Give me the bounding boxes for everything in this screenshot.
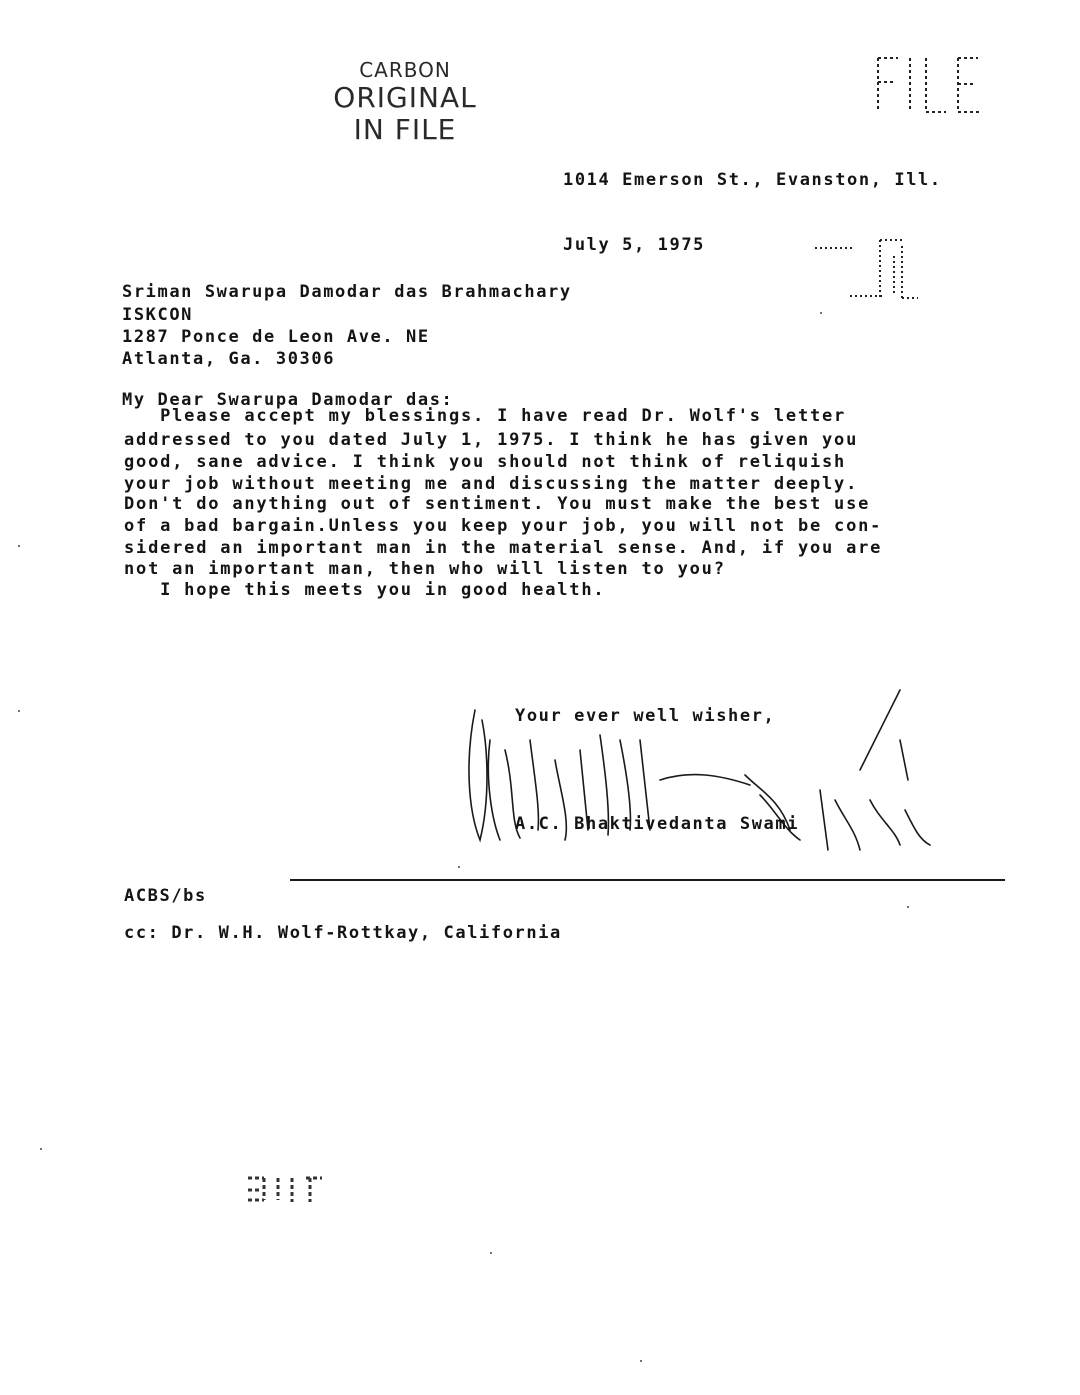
- file-stamp-top-right: [868, 50, 988, 120]
- sender-address: 1014 Emerson St., Evanston, Ill.: [563, 170, 942, 190]
- recipient-street: 1287 Ponce de Leon Ave. NE: [122, 327, 430, 347]
- scan-speck: [640, 1360, 642, 1362]
- letter-date: July 5, 1975: [563, 235, 706, 255]
- carbon-original-stamp: [330, 58, 480, 146]
- body-line: of a bad bargain.Unless you keep your job, you will not be con-: [124, 516, 883, 536]
- stamp-carbon: CARBON: [359, 58, 451, 82]
- body-line: addressed to you dated July 1, 1975. I think he has given you: [124, 430, 859, 450]
- body-line: sidered an important man in the material sense. And, if you are: [124, 538, 883, 558]
- scan-speck: [18, 710, 20, 712]
- recipient-name: Sriman Swarupa Damodar das Brahmachary: [122, 282, 572, 302]
- file-stamp-date: [810, 236, 925, 306]
- scan-speck: [458, 866, 460, 868]
- recipient-city: Atlanta, Ga. 30306: [122, 349, 336, 369]
- file-stamp-bottom: [240, 1170, 335, 1210]
- scan-speck: [18, 545, 20, 547]
- body-line: I hope this meets you in good health.: [124, 580, 606, 600]
- body-line: not an important man, then who will listen to you?: [124, 559, 726, 579]
- stamp-original: ORIGINAL: [333, 81, 477, 114]
- scan-speck: [907, 906, 909, 908]
- typist-initials: ACBS/bs: [124, 886, 207, 906]
- body-line: Don't do anything out of sentiment. You must make the best use: [124, 494, 871, 514]
- stamp-in-file: IN FILE: [353, 113, 457, 146]
- signatory-name: A.C. Bhaktivedanta Swami: [515, 814, 800, 834]
- closing: Your ever well wisher,: [515, 706, 776, 726]
- body-line: good, sane advice. I think you should not think of reliquish: [124, 452, 847, 472]
- body-line: Please accept my blessings. I have read Dr. Wolf's letter: [124, 406, 847, 426]
- body-line: your job without meeting me and discussing the matter deeply.: [124, 474, 859, 494]
- cc-line: cc: Dr. W.H. Wolf-Rottkay, California: [124, 923, 562, 943]
- scan-speck: [40, 1148, 42, 1150]
- recipient-org: ISKCON: [122, 305, 194, 325]
- signature-line: [290, 879, 1005, 881]
- salutation: My Dear Swarupa Damodar das:: [122, 390, 454, 410]
- scan-speck: [820, 312, 822, 314]
- scan-speck: [490, 1252, 492, 1254]
